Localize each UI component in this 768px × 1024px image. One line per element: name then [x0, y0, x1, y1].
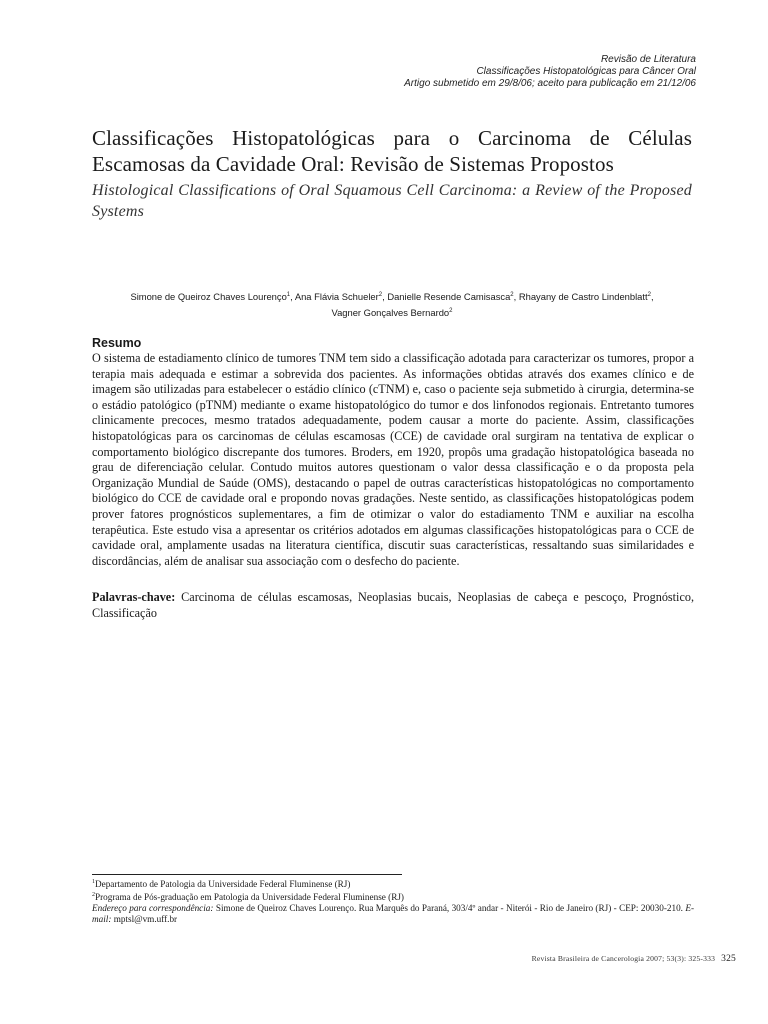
abstract-text: O sistema de estadiamento clínico de tumores TNM tem sido a classificação adotada para caracterizar os tumores, propor a terapia mais adequada e estimar a sobrevida dos pacientes. As informações obtidas através dos exames clínico e de imagem são utilizadas para estabelecer o estádio clínico (cTNM) e, caso o paciente seja submetido à cirurgia, determina-se o estádio patológico (pTNM) mediante o exame histopatológico do tumor e dos linfonodos regionais. Entretanto tumores clinicamente precoces, mesmo tratados adequadamente, podem causar a morte do paciente. Assim, classificações histopatológicas para os carcinomas de células escamosas (CCE) de cavidade oral surgiram na tentativa de explicar o comportamento biológico discrepante dos tumores. Broders, em 1920, propôs uma gradação histopatológica baseada no grau de diferenciação celular. Contudo muitos autores questionam o valor dessa classificação e o da proposta pela Organização Mundial de Saúde (OMS), destacando o papel de outras características histopatológicas no comportamento biológico do CCE de cavidade oral e propondo novas gradações. Neste sentido, as classificações histopatológicas podem prover fatores prognósticos suplementares, a fim de otimizar o valor do estadiamento TNM e auxiliar na escolha terapêutica. Este estudo visa a apresentar os critérios adotados em algumas classificações histopatológicas para o CCE de cavidade oral, amplamente usadas na literatura científica, discutir suas características, ressaltando suas similaridades e discordâncias, além de analisar sua associação com o desfecho do paciente. — [92, 351, 694, 568]
keywords — [92, 590, 694, 621]
submission-dates: Artigo submetido em 29/8/06; aceito para publicação em 21/12/06 — [404, 78, 696, 89]
footnote-divider — [92, 874, 402, 875]
author: Ana Flávia Schueler$^2$ — [294, 291, 383, 303]
keywords-label: Palavras-chave: — [92, 590, 176, 604]
abstract-heading: Resumo — [92, 336, 142, 350]
author: Danielle Resende Camisasca$^2$ — [387, 291, 514, 303]
footnote-1: $^1$Departamento de Patologia da Universidade Federal Fluminense (RJ) — [92, 879, 351, 890]
journal-citation: Revista Brasileira de Cancerologia 2007; 53(3): 325-333 — [531, 954, 716, 963]
running-title: Classificações Histopatológicas para Câncer Oral — [476, 66, 696, 77]
section-label: Revisão de Literatura — [600, 54, 696, 65]
email-link[interactable]: mptsl@vm.uff.br — [113, 914, 178, 925]
article-title-english: Histological Classifications of Oral Squamous Cell Carcinoma: a Review of the Proposed Systems — [92, 182, 692, 220]
article-title-portuguese: Classificações Histopatológicas para o Carcinoma de Células Escamosas da Cavidade Oral: Revisão de Sistemas Propostos — [92, 126, 692, 176]
author-list: Simone de Queiroz Chaves Lourenço$^1$, Ana Flávia Schueler$^2$, Danielle Resende Camisasca$^2$, Rhayany de Castro Lindenblatt$^2$, Vagner Gonçalves Bernardo$^2$ — [130, 291, 654, 319]
keywords-text: Carcinoma de células escamosas, Neoplasias bucais, Neoplasias de cabeça e pescoço, Prognóstico, Classificação — [92, 590, 694, 620]
author: Vagner Gonçalves Bernardo$^2$ — [331, 307, 453, 319]
page-footer — [532, 954, 736, 964]
author: Rhayany de Castro Lindenblatt$^2$ — [518, 291, 651, 303]
footnotes — [92, 877, 694, 925]
running-header — [196, 54, 696, 90]
author: Simone de Queiroz Chaves Lourenço$^1$ — [130, 291, 291, 303]
page-number: 325 — [721, 954, 736, 964]
footnote-2: $^2$Programa de Pós-graduação em Patologia da Universidade Federal Fluminense (RJ) — [92, 892, 404, 903]
correspondence-address: Endereço para correspondência: Simone de Queiroz Chaves Lourenço. Rua Marquês do Paraná, 303/4º andar - Niterói - Rio de Janeiro (RJ) - CEP: 20030-210. E-mail: mptsl@vm.uff.br — [92, 903, 695, 925]
